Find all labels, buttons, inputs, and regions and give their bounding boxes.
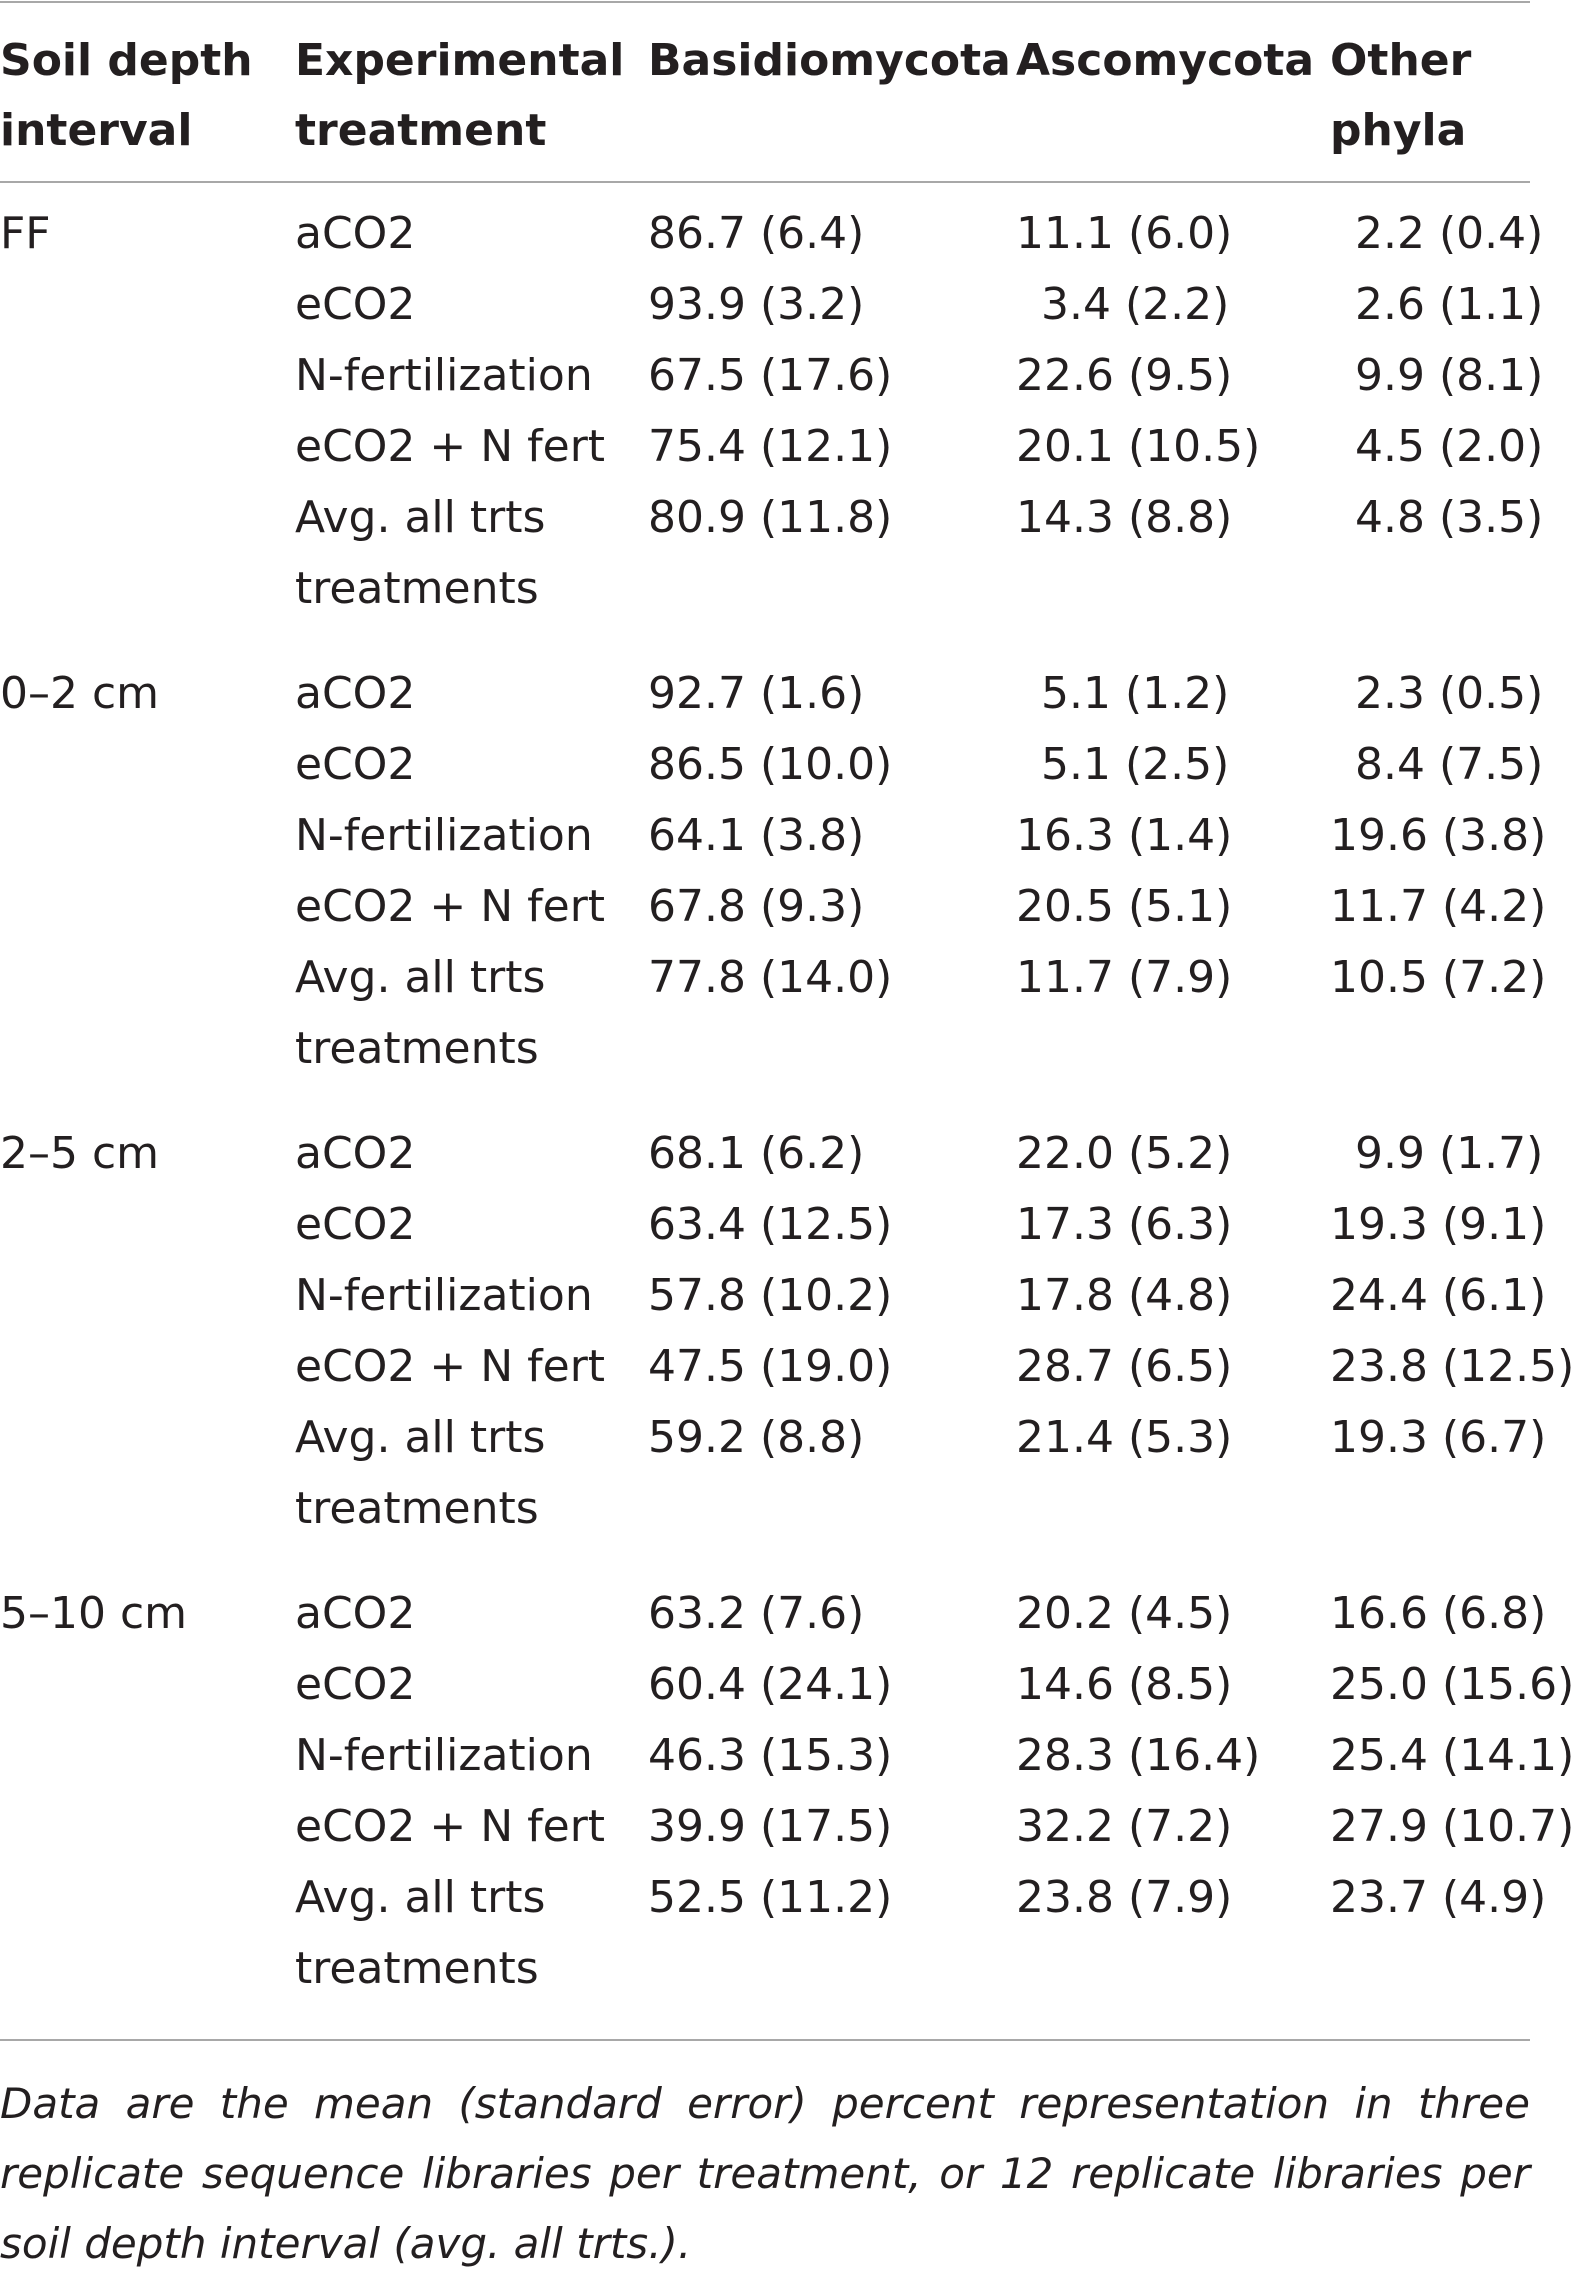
ascomycota-cell: 14.3 (8.8): [1016, 492, 1233, 543]
depth-interval-label: 2–5 cm: [0, 1128, 160, 1179]
other-phyla-cell: 11.7 (4.2): [1330, 881, 1547, 932]
ascomycota-cell: 21.4 (5.3): [1016, 1412, 1233, 1463]
other-phyla-cell: 4.8 (3.5): [1355, 492, 1544, 543]
ascomycota-cell: 22.0 (5.2): [1016, 1128, 1233, 1179]
header-basidiomycota-line-1: Basidiomycota: [648, 35, 1011, 86]
ascomycota-cell: 23.8 (7.9): [1016, 1872, 1233, 1923]
treatment-cell: eCO2: [295, 279, 416, 330]
treatment-cell: Avg. all trts: [295, 1412, 546, 1463]
ascomycota-cell: 11.7 (7.9): [1016, 952, 1233, 1003]
ascomycota-cell: 28.7 (6.5): [1016, 1341, 1233, 1392]
treatment-cell: Avg. all trts: [295, 1872, 546, 1923]
ascomycota-cell: 20.2 (4.5): [1016, 1588, 1233, 1639]
basidiomycota-cell: 68.1 (6.2): [648, 1128, 865, 1179]
basidiomycota-cell: 63.2 (7.6): [648, 1588, 865, 1639]
header-basidiomycota: [648, 26, 1011, 96]
basidiomycota-cell: 67.5 (17.6): [648, 350, 893, 401]
header-other-phyla: [1330, 26, 1471, 166]
treatment-cell: eCO2 + N fert: [295, 881, 606, 932]
header-soil-depth-line-1: Soil depth: [0, 35, 253, 86]
other-phyla-cell: 25.4 (14.1): [1330, 1730, 1574, 1781]
ascomycota-cell: 20.1 (10.5): [1016, 421, 1261, 472]
treatment-cell: N-fertilization: [295, 350, 593, 401]
ascomycota-cell: 28.3 (16.4): [1016, 1730, 1261, 1781]
treatment-cell: aCO2: [295, 1128, 416, 1179]
other-phyla-cell: 23.7 (4.9): [1330, 1872, 1547, 1923]
other-phyla-cell: 2.3 (0.5): [1355, 668, 1544, 719]
basidiomycota-cell: 67.8 (9.3): [648, 881, 865, 932]
treatment-cell: aCO2: [295, 1588, 416, 1639]
ascomycota-cell: 5.1 (1.2): [1041, 668, 1230, 719]
other-phyla-cell: 4.5 (2.0): [1355, 421, 1544, 472]
other-phyla-cell: 8.4 (7.5): [1355, 739, 1544, 790]
ascomycota-cell: 5.1 (2.5): [1041, 739, 1230, 790]
basidiomycota-cell: 64.1 (3.8): [648, 810, 865, 861]
other-phyla-cell: 27.9 (10.7): [1330, 1801, 1574, 1852]
treatment-cell: eCO2 + N fert: [295, 421, 606, 472]
basidiomycota-cell: 59.2 (8.8): [648, 1412, 865, 1463]
basidiomycota-cell: 80.9 (11.8): [648, 492, 893, 543]
treatment-cell: Avg. all trts: [295, 952, 546, 1003]
depth-interval-label: FF: [0, 208, 51, 259]
other-phyla-cell: 24.4 (6.1): [1330, 1270, 1547, 1321]
table-header-rule: [0, 181, 1530, 183]
treatment-cell: eCO2 + N fert: [295, 1341, 606, 1392]
header-ascomycota-line-1: Ascomycota: [1016, 35, 1315, 86]
header-treatment-line-1: Experimental: [295, 35, 625, 86]
ascomycota-cell: 14.6 (8.5): [1016, 1659, 1233, 1710]
header-soil-depth-interval: [0, 26, 253, 166]
basidiomycota-cell: 63.4 (12.5): [648, 1199, 893, 1250]
basidiomycota-cell: 46.3 (15.3): [648, 1730, 893, 1781]
table-footnote: Data are the mean (standard error) percent representation in three replicate sequence libraries per treatment, or 12 replicate libraries per soil depth interval (avg. all trts.).: [0, 2079, 1530, 2268]
other-phyla-cell: 19.3 (9.1): [1330, 1199, 1547, 1250]
basidiomycota-cell: 93.9 (3.2): [648, 279, 865, 330]
ascomycota-cell: 22.6 (9.5): [1016, 350, 1233, 401]
basidiomycota-cell: 86.7 (6.4): [648, 208, 865, 259]
ascomycota-cell: 17.8 (4.8): [1016, 1270, 1233, 1321]
treatment-cell: eCO2: [295, 739, 416, 790]
other-phyla-cell: 10.5 (7.2): [1330, 952, 1547, 1003]
depth-interval-label: 5–10 cm: [0, 1588, 188, 1639]
treatment-cell: N-fertilization: [295, 1270, 593, 1321]
treatment-cell: N-fertilization: [295, 810, 593, 861]
header-experimental-treatment: [295, 26, 624, 166]
other-phyla-cell: 9.9 (1.7): [1355, 1128, 1544, 1179]
ascomycota-cell: 16.3 (1.4): [1016, 810, 1233, 861]
other-phyla-cell: 9.9 (8.1): [1355, 350, 1544, 401]
basidiomycota-cell: 57.8 (10.2): [648, 1270, 893, 1321]
other-phyla-cell: 19.6 (3.8): [1330, 810, 1547, 861]
other-phyla-cell: 19.3 (6.7): [1330, 1412, 1547, 1463]
basidiomycota-cell: 92.7 (1.6): [648, 668, 865, 719]
other-phyla-cell: 23.8 (12.5): [1330, 1341, 1574, 1392]
ascomycota-cell: 20.5 (5.1): [1016, 881, 1233, 932]
table-bottom-rule: [0, 2039, 1530, 2041]
header-ascomycota: [1016, 26, 1314, 96]
treatment-cell: aCO2: [295, 208, 416, 259]
basidiomycota-cell: 60.4 (24.1): [648, 1659, 893, 1710]
other-phyla-cell: 2.2 (0.4): [1355, 208, 1544, 259]
header-other-line-1: Other: [1330, 35, 1472, 86]
treatment-cell-continued: treatments: [295, 563, 539, 614]
treatment-cell: Avg. all trts: [295, 492, 546, 543]
other-phyla-cell: 25.0 (15.6): [1330, 1659, 1574, 1710]
basidiomycota-cell: 39.9 (17.5): [648, 1801, 893, 1852]
basidiomycota-cell: 75.4 (12.1): [648, 421, 893, 472]
other-phyla-cell: 2.6 (1.1): [1355, 279, 1544, 330]
basidiomycota-cell: 52.5 (11.2): [648, 1872, 893, 1923]
treatment-cell-continued: treatments: [295, 1023, 539, 1074]
ascomycota-cell: 11.1 (6.0): [1016, 208, 1233, 259]
treatment-cell-continued: treatments: [295, 1483, 539, 1534]
treatment-cell: N-fertilization: [295, 1730, 593, 1781]
depth-interval-label: 0–2 cm: [0, 668, 160, 719]
ascomycota-cell: 3.4 (2.2): [1041, 279, 1230, 330]
basidiomycota-cell: 86.5 (10.0): [648, 739, 893, 790]
treatment-cell: eCO2: [295, 1659, 416, 1710]
basidiomycota-cell: 77.8 (14.0): [648, 952, 893, 1003]
ascomycota-cell: 17.3 (6.3): [1016, 1199, 1233, 1250]
treatment-cell-continued: treatments: [295, 1943, 539, 1994]
header-other-line-2: phyla: [1330, 105, 1467, 156]
table-header: [0, 0, 1545, 181]
other-phyla-cell: 16.6 (6.8): [1330, 1588, 1547, 1639]
basidiomycota-cell: 47.5 (19.0): [648, 1341, 893, 1392]
treatment-cell: eCO2: [295, 1199, 416, 1250]
header-treatment-line-2: treatment: [295, 105, 547, 156]
treatment-cell: eCO2 + N fert: [295, 1801, 606, 1852]
header-soil-depth-line-2: interval: [0, 105, 193, 156]
treatment-cell: aCO2: [295, 668, 416, 719]
ascomycota-cell: 32.2 (7.2): [1016, 1801, 1233, 1852]
